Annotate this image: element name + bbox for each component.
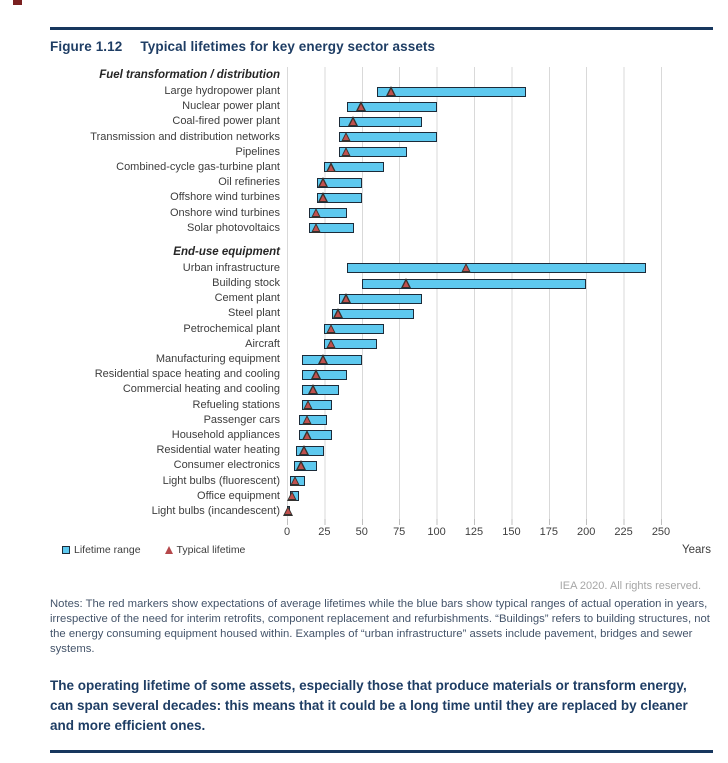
plot-track [287, 352, 662, 367]
typical-lifetime-marker [401, 278, 413, 289]
row-label: Coal-fired power plant [172, 115, 280, 128]
row-label: Light bulbs (fluorescent) [162, 474, 280, 487]
typical-lifetime-marker [302, 430, 314, 441]
red-triangle-icon [165, 546, 173, 554]
copyright-line: IEA 2020. All rights reserved. [559, 580, 701, 593]
x-tick-label: 250 [651, 526, 671, 539]
legend-entry-typical [165, 544, 246, 556]
plot-track [287, 489, 662, 504]
row-label: Household appliances [171, 428, 280, 441]
axis-spacer [50, 519, 287, 525]
x-tick-label: 75 [393, 526, 406, 539]
plot-track [287, 443, 662, 458]
row-label: Oil refineries [218, 176, 280, 189]
plot-track [287, 221, 662, 236]
plot-track [287, 67, 662, 84]
row-label: Building stock [212, 277, 280, 290]
chart-row [50, 130, 713, 145]
row-label: Transmission and distribution networks [90, 130, 280, 143]
plot-track [287, 236, 662, 244]
chart-row [50, 160, 713, 175]
x-tick-label: 125 [464, 526, 484, 539]
content-area [0, 27, 728, 753]
chart-row [50, 190, 713, 205]
row-label: Commercial heating and cooling [122, 383, 280, 396]
row-label: Office equipment [197, 489, 280, 502]
row-label: Urban infrastructure [182, 261, 280, 274]
chart-row [50, 489, 713, 504]
chart-row [50, 458, 713, 473]
x-tick-label: 0 [283, 526, 291, 539]
legend-label-typical: Typical lifetime [176, 544, 246, 557]
group-title: End-use equipment [173, 245, 280, 258]
plot-track [287, 337, 662, 352]
typical-lifetime-marker [326, 324, 338, 335]
typical-lifetime-marker [318, 192, 330, 203]
lifetime-range-bar [362, 279, 586, 289]
row-label: Residential water heating [156, 444, 280, 457]
x-tick-label: 25 [318, 526, 331, 539]
typical-lifetime-marker [311, 223, 323, 234]
row-label: Large hydropower plant [164, 85, 280, 97]
x-tick-label: 225 [614, 526, 633, 539]
row-label: Nuclear power plant [182, 100, 280, 113]
plot-track [287, 160, 662, 175]
chart-row [50, 443, 713, 458]
x-axis-title: Years [682, 544, 711, 557]
plot-track [287, 428, 662, 443]
typical-lifetime-marker [311, 369, 323, 380]
plot-track [287, 175, 662, 190]
typical-lifetime-marker [308, 384, 320, 395]
group-header [50, 67, 713, 84]
row-label: Passenger cars [203, 413, 280, 426]
row-label: Solar photovoltaics [187, 221, 280, 234]
chart-row [50, 99, 713, 114]
x-tick-label: 100 [427, 526, 446, 539]
typical-lifetime-marker [326, 339, 338, 350]
chart-row [50, 145, 713, 160]
plot-track [287, 398, 662, 413]
row-label: Pipelines [235, 145, 280, 158]
typical-lifetime-marker [326, 162, 338, 173]
plot-track [287, 322, 662, 337]
plot-track [287, 244, 662, 261]
chart-row [50, 504, 713, 519]
chart-row [50, 352, 713, 367]
top-divider [50, 27, 713, 30]
x-tick-label: 150 [502, 526, 521, 539]
typical-lifetime-marker [333, 308, 345, 319]
chart-row [50, 367, 713, 382]
typical-lifetime-marker [302, 415, 314, 426]
notes-paragraph: Notes: The red markers show expectations of average lifetimes while the blue bars show typical ranges of actual operation in years, irrespective of the need for interim retrofits, component replacement and refurbishments. “Buildings” refers to building structures, not the energy consuming equipment housed within. Examples of “urban infrastructure” assets include pavement, bridges and sewer systems. [50, 598, 710, 656]
typical-lifetime-marker [341, 132, 353, 143]
plot-track [287, 261, 662, 276]
plot-track [287, 367, 662, 382]
typical-lifetime-marker [461, 263, 473, 274]
row-label: Consumer electronics [173, 459, 280, 472]
typical-lifetime-marker [356, 101, 368, 112]
chart-row [50, 474, 713, 489]
lifetime-range-bar [347, 263, 646, 273]
legend-entry-range [62, 544, 141, 556]
figure-title [50, 39, 713, 54]
typical-lifetime-marker [348, 116, 360, 127]
row-label: Cement plant [214, 292, 280, 305]
figure-title-text: Typical lifetimes for key energy sector assets [140, 39, 436, 54]
typical-lifetime-marker [299, 445, 311, 456]
red-corner-mark [13, 0, 22, 5]
chart-row [50, 206, 713, 221]
lifetimes-chart [50, 67, 713, 558]
chart-row [50, 382, 713, 397]
typical-lifetime-marker [290, 476, 302, 487]
typical-lifetime-marker [318, 177, 330, 188]
plot-track [287, 291, 662, 306]
typical-lifetime-marker [341, 147, 353, 158]
plot-track [287, 130, 662, 145]
plot-track [287, 306, 662, 321]
legend-label-range: Lifetime range [74, 544, 141, 557]
legend-row [50, 542, 713, 558]
bottom-divider [50, 750, 713, 753]
group-title: Fuel transformation / distribution [99, 69, 280, 81]
chart-rows [50, 67, 713, 519]
plot-track [287, 145, 662, 160]
chart-row [50, 322, 713, 337]
chart-row [50, 337, 713, 352]
gap-spacer [50, 236, 287, 244]
chart-row [50, 175, 713, 190]
row-label: Aircraft [245, 337, 280, 350]
chart-legend [62, 544, 269, 556]
lifetime-range-bar [377, 87, 527, 97]
row-label: Steel plant [228, 307, 280, 320]
lifetime-range-bar [302, 370, 347, 380]
chart-row [50, 291, 713, 306]
chart-row [50, 413, 713, 428]
chart-row [50, 261, 713, 276]
plot-track [287, 413, 662, 428]
row-label: Residential space heating and cooling [94, 368, 280, 381]
summary-statement: The operating lifetime of some assets, especially those that produce materials or transform energy, can span several decades: this means that it could be a long time until they are replaced by cleaner and more efficient ones. [50, 678, 688, 734]
typical-lifetime-marker [303, 400, 315, 411]
plot-track [287, 458, 662, 473]
chart-row [50, 221, 713, 236]
plot-track [287, 190, 662, 205]
row-label: Refueling stations [192, 398, 280, 411]
x-tick-label: 50 [355, 526, 368, 539]
plot-track [287, 84, 662, 99]
typical-lifetime-marker [311, 208, 323, 219]
lifetime-range-bar [302, 355, 362, 365]
chart-row [50, 428, 713, 443]
row-label: Combined-cycle gas-turbine plant [116, 160, 280, 173]
group-gap [50, 236, 713, 244]
lifetime-range-bar [339, 132, 436, 142]
row-label: Manufacturing equipment [155, 353, 280, 365]
row-label: Onshore wind turbines [169, 206, 280, 219]
typical-lifetime-marker [287, 491, 299, 502]
chart-row [50, 114, 713, 129]
plot-track [287, 99, 662, 114]
x-tick-label: 200 [577, 526, 596, 539]
plot-track [287, 382, 662, 397]
typical-lifetime-marker [283, 506, 295, 517]
plot-track [287, 504, 662, 519]
blue-square-icon [62, 546, 70, 554]
x-tick-label: 175 [539, 526, 558, 539]
chart-row [50, 84, 713, 99]
chart-row [50, 276, 713, 291]
plot-track [287, 114, 662, 129]
typical-lifetime-marker [341, 293, 353, 304]
row-label: Light bulbs (incandescent) [151, 504, 280, 517]
typical-lifetime-marker [318, 354, 330, 365]
plot-track [287, 276, 662, 291]
plot-track [287, 474, 662, 489]
plot-track [287, 206, 662, 221]
figure-number: Figure 1.12 [50, 39, 123, 54]
chart-row [50, 306, 713, 321]
group-header [50, 244, 713, 261]
row-label: Offshore wind turbines [170, 191, 280, 204]
typical-lifetime-marker [386, 86, 398, 97]
typical-lifetime-marker [296, 460, 308, 471]
row-label: Petrochemical plant [183, 322, 280, 335]
x-axis-labels [283, 525, 671, 540]
chart-row [50, 398, 713, 413]
